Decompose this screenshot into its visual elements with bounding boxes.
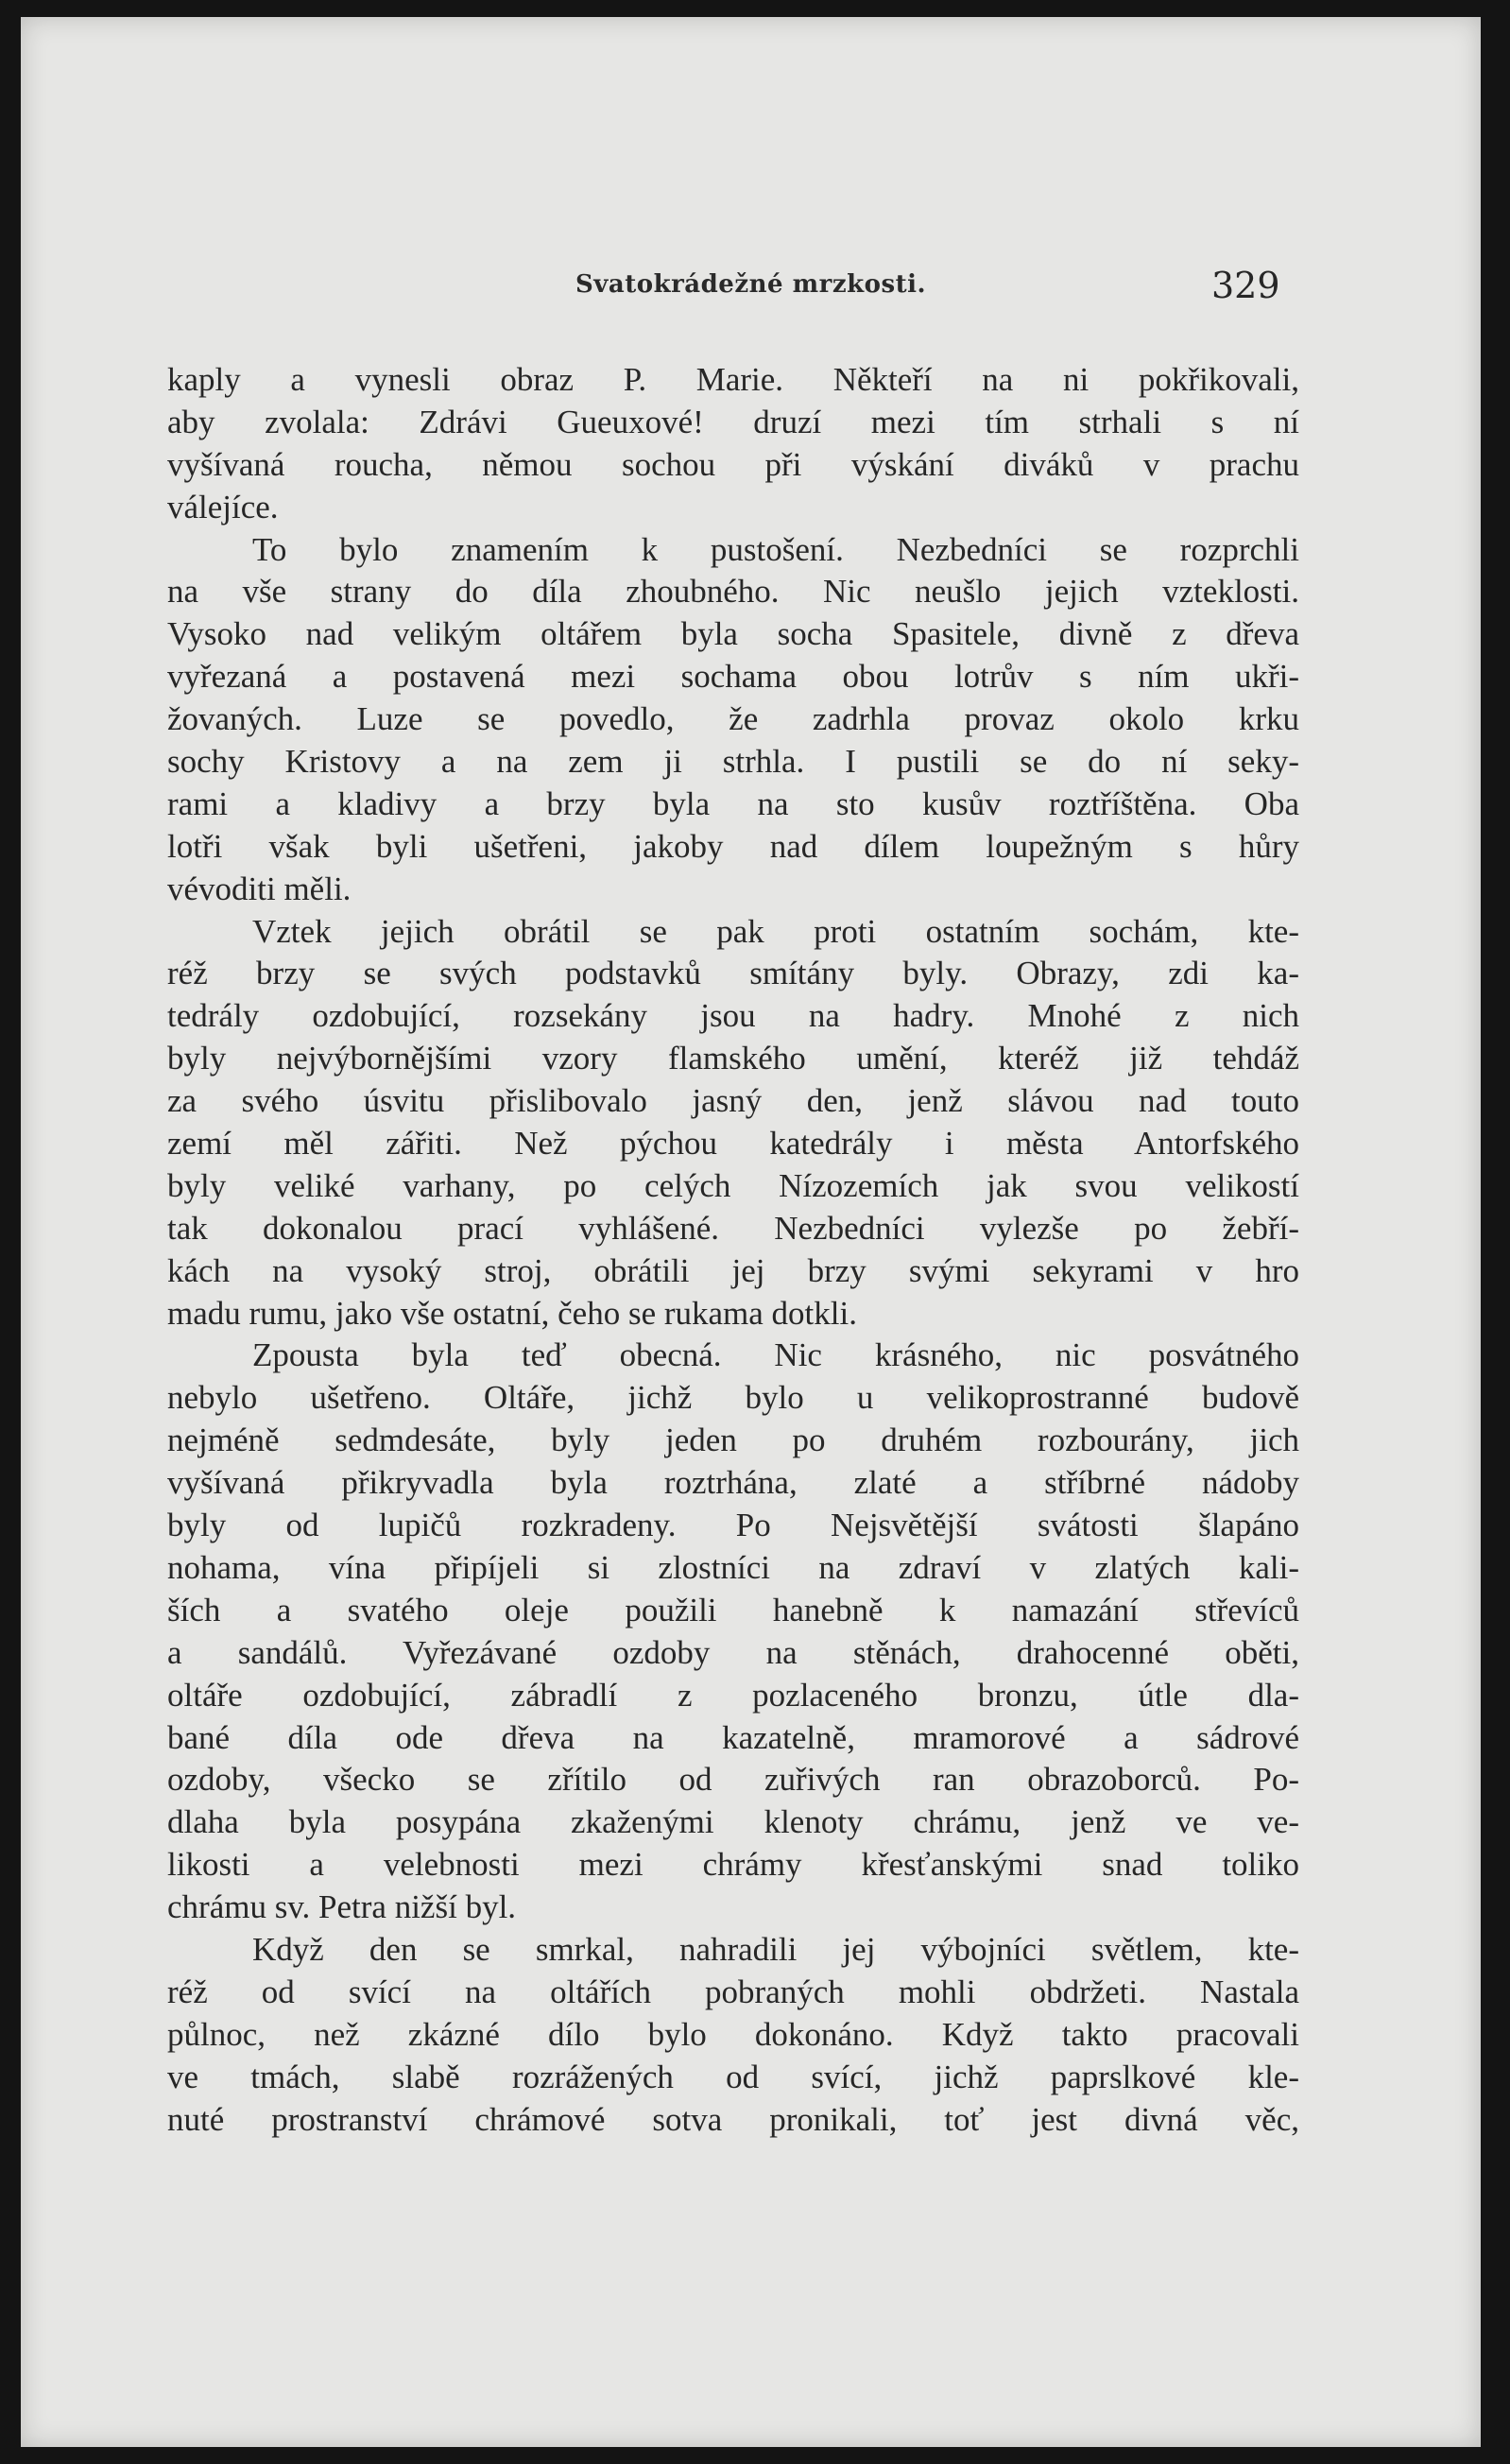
text-line: likosti a velebnosti mezi chrámy křesťanskými snad toliko xyxy=(167,1846,1299,1884)
text-line: vyšívaná roucha, němou sochou při výskání diváků v prachu xyxy=(167,445,1299,483)
text-line: tak dokonalou prací vyhlášené. Nezbedníci vylezše po žebří- xyxy=(167,1209,1299,1247)
text-line: ozdoby, všecko se zřítilo od zuřivých ran obrazoborců. Po- xyxy=(167,1761,1299,1799)
text-line: ve tmách, slabě rozrážených od svící, jichž paprslkové kle- xyxy=(167,2058,1299,2095)
text-line: vévoditi měli. xyxy=(167,870,352,907)
text-line: aby zvolala: Zdrávi Gueuxové! druzí mezi tím strhali s ní xyxy=(167,403,1299,440)
text-line: nuté prostranství chrámové sotva pronikali, toť jest divná věc, xyxy=(167,2100,1299,2138)
text-line: vyřezaná a postavená mezi sochama obou lotrův s ním ukři- xyxy=(167,658,1299,696)
text-line: kách na vysoký stroj, obrátili jej brzy svými sekyrami v hro xyxy=(167,1251,1299,1289)
text-line: vyšívaná přikryvadla byla roztrhána, zlaté a stříbrné nádoby xyxy=(167,1464,1299,1502)
text-line: zemí měl zářiti. Než pýchou katedrály i města Antorfského xyxy=(167,1125,1299,1163)
text-line: Vysoko nad velikým oltářem byla socha Spasitele, divně z dřeva xyxy=(167,615,1299,653)
text-line: réž od svící na oltářích pobraných mohli obdržeti. Nastala xyxy=(167,1973,1299,2010)
text-line: ších a svatého oleje použili hanebně k namazání střevíců xyxy=(167,1591,1299,1628)
text-line: nejméně sedmdesáte, byly jeden po druhém rozbourány, jich xyxy=(167,1422,1299,1459)
text-line: bané díla ode dřeva na kazatelně, mramorové a sádrové xyxy=(167,1718,1299,1756)
text-line: žovaných. Luze se povedlo, že zadrhla provaz okolo krku xyxy=(167,700,1299,738)
text-line: a sandálů. Vyřezávané ozdoby na stěnách, drahocenné oběti, xyxy=(167,1633,1299,1671)
text-line: dlaha byla posypána zkaženými klenoty chrámu, jenž ve ve- xyxy=(167,1803,1299,1841)
text-line: rami a kladivy a brzy byla na sto kusův roztříštěna. Oba xyxy=(167,784,1299,822)
text-line: tedrály ozdobující, rozsekány jsou na hadry. Mnohé z nich xyxy=(167,997,1299,1035)
text-line: byly od lupičů rozkradeny. Po Nejsvětější svátosti šlapáno xyxy=(167,1507,1299,1544)
running-title: Svatokrádežné mrzkosti. xyxy=(575,270,927,299)
text-line: To bylo znamením k pustošení. Nezbedníci se rozprchli xyxy=(252,530,1299,568)
text-line: nebylo ušetřeno. Oltáře, jichž bylo u velikoprostranné budově xyxy=(167,1379,1299,1417)
text-line: Když den se smrkal, nahradili jej výbojníci světlem, kte- xyxy=(252,1930,1299,1968)
text-line: kaply a vynesli obraz P. Marie. Někteří na ni pokřikovali, xyxy=(167,361,1299,398)
text-line: oltáře ozdobující, zábradlí z pozlaceného bronzu, útle dla- xyxy=(167,1676,1299,1714)
text-line: lotři však byli ušetřeni, jakoby nad dílem loupežným s hůry xyxy=(167,827,1299,865)
text-line: byly nejvýbornějšími vzory flamského umění, kteréž již tehdáž xyxy=(167,1040,1299,1077)
text-line: Zpousta byla teď obecná. Nic krásného, nic posvátného xyxy=(252,1336,1299,1374)
text-line: sochy Kristovy a na zem ji strhla. I pustili se do ní seky- xyxy=(167,743,1299,781)
text-line: na vše strany do díla zhoubného. Nic neušlo jejich vzteklosti. xyxy=(167,573,1299,611)
book-page xyxy=(21,17,1481,2447)
text-line: válejíce. xyxy=(167,488,279,526)
body-text xyxy=(167,359,1299,2141)
text-line: madu rumu, jako vše ostatní, čeho se rukama dotkli. xyxy=(167,1294,857,1332)
page-number: 329 xyxy=(1211,265,1280,306)
text-line: nohama, vína připíjeli si zlostníci na zdraví v zlatých kali- xyxy=(167,1548,1299,1586)
text-line: chrámu sv. Petra nižší byl. xyxy=(167,1888,517,1926)
text-line: Vztek jejich obrátil se pak proti ostatním sochám, kte- xyxy=(252,912,1299,950)
page-header xyxy=(21,265,1481,327)
text-line: byly veliké varhany, po celých Nízozemích jak svou velikostí xyxy=(167,1166,1299,1204)
text-line: za svého úsvitu přislibovalo jasný den, jenž slávou nad touto xyxy=(167,1082,1299,1120)
text-line: réž brzy se svých podstavků smítány byly. Obrazy, zdi ka- xyxy=(167,955,1299,992)
text-line: půlnoc, než zkázné dílo bylo dokonáno. Když takto pracovali xyxy=(167,2015,1299,2053)
